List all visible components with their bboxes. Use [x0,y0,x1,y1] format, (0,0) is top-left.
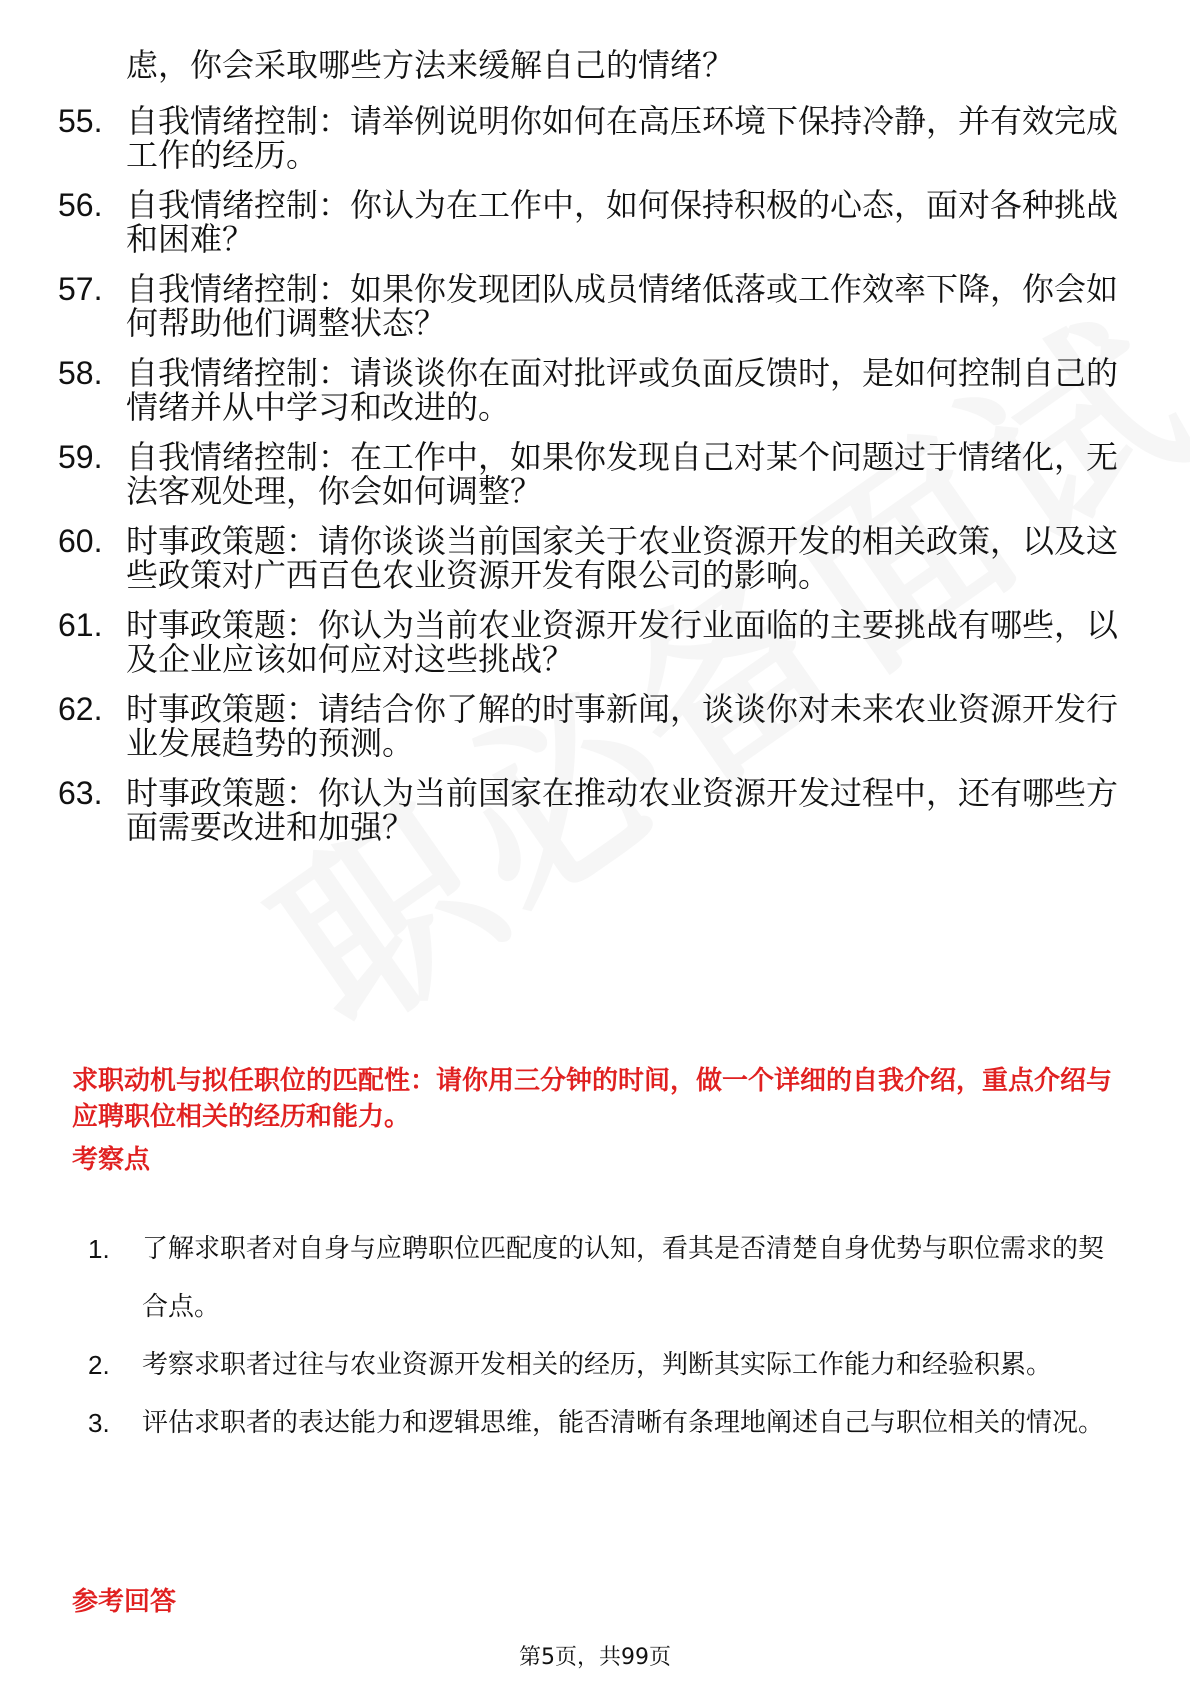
question-text: 自我情绪控制：在工作中，如果你发现自己对某个问题过于情绪化，无法客观处理，你会如何调整？ [126,438,1119,510]
question-number: 60. [58,523,103,559]
point-item [72,1220,1122,1336]
point-item [72,1336,1122,1394]
question-item [58,188,1118,256]
question-item [58,776,1118,844]
question-item [58,608,1118,676]
question-text: 时事政策题：你认为当前国家在推动农业资源开发过程中，还有哪些方面需要改进和加强？ [126,774,1119,846]
question-text: 时事政策题：请你谈谈当前国家关于农业资源开发的相关政策，以及这些政策对广西百色农业资源开发有限公司的影响。 [126,522,1119,594]
question-number: 56. [58,187,103,223]
question-item [58,692,1118,760]
question-number: 63. [58,775,103,811]
point-text: 了解求职者对自身与应聘职位匹配度的认知，看其是否清楚自身优势与职位需求的契合点。 [142,1234,1105,1322]
question-text: 时事政策题：你认为当前农业资源开发行业面临的主要挑战有哪些，以及企业应该如何应对这些挑战？ [126,606,1119,678]
points-list [72,1220,1122,1452]
question-item [58,104,1118,172]
question-number: 62. [58,691,103,727]
question-text: 自我情绪控制：请举例说明你如何在高压环境下保持冷静，并有效完成工作的经历。 [126,102,1119,174]
point-number: 2. [88,1350,110,1380]
question-text: 自我情绪控制：你认为在工作中，如何保持积极的心态，面对各种挑战和困难？ [126,186,1119,258]
question-item [58,272,1118,340]
question-text: 自我情绪控制：如果你发现团队成员情绪低落或工作效率下降，你会如何帮助他们调整状态？ [126,270,1119,342]
section-title: 求职动机与拟任职位的匹配性：请你用三分钟的时间，做一个详细的自我介绍，重点介绍与应聘职位相关的经历和能力。 [72,1066,1113,1132]
point-number: 1. [88,1234,110,1264]
question-number: 61. [58,607,103,643]
question-number: 57. [58,271,103,307]
point-text: 考察求职者过往与农业资源开发相关的经历，判断其实际工作能力和经验积累。 [142,1350,1053,1380]
question-number: 58. [58,355,103,391]
question-number: 55. [58,103,103,139]
question-text: 时事政策题：请结合你了解的时事新闻，谈谈你对未来农业资源开发行业发展趋势的预测。 [126,690,1119,762]
answer-label: 参考回答 [72,1587,177,1617]
page-footer: 第5页，共99页 [519,1645,671,1670]
question-continuation: 虑，你会采取哪些方法来缓解自己的情绪？ [126,46,735,84]
points-label: 考察点 [72,1145,151,1175]
question-number: 59. [58,439,103,475]
point-text: 评估求职者的表达能力和逻辑思维，能否清晰有条理地阐述自己与职位相关的情况。 [142,1408,1105,1438]
question-list [58,48,1118,844]
point-item [72,1394,1122,1452]
question-item [58,524,1118,592]
question-item [58,356,1118,424]
question-item [58,440,1118,508]
question-text: 自我情绪控制：请谈谈你在面对批评或负面反馈时，是如何控制自己的情绪并从中学习和改进的。 [126,354,1119,426]
point-number: 3. [88,1408,110,1438]
